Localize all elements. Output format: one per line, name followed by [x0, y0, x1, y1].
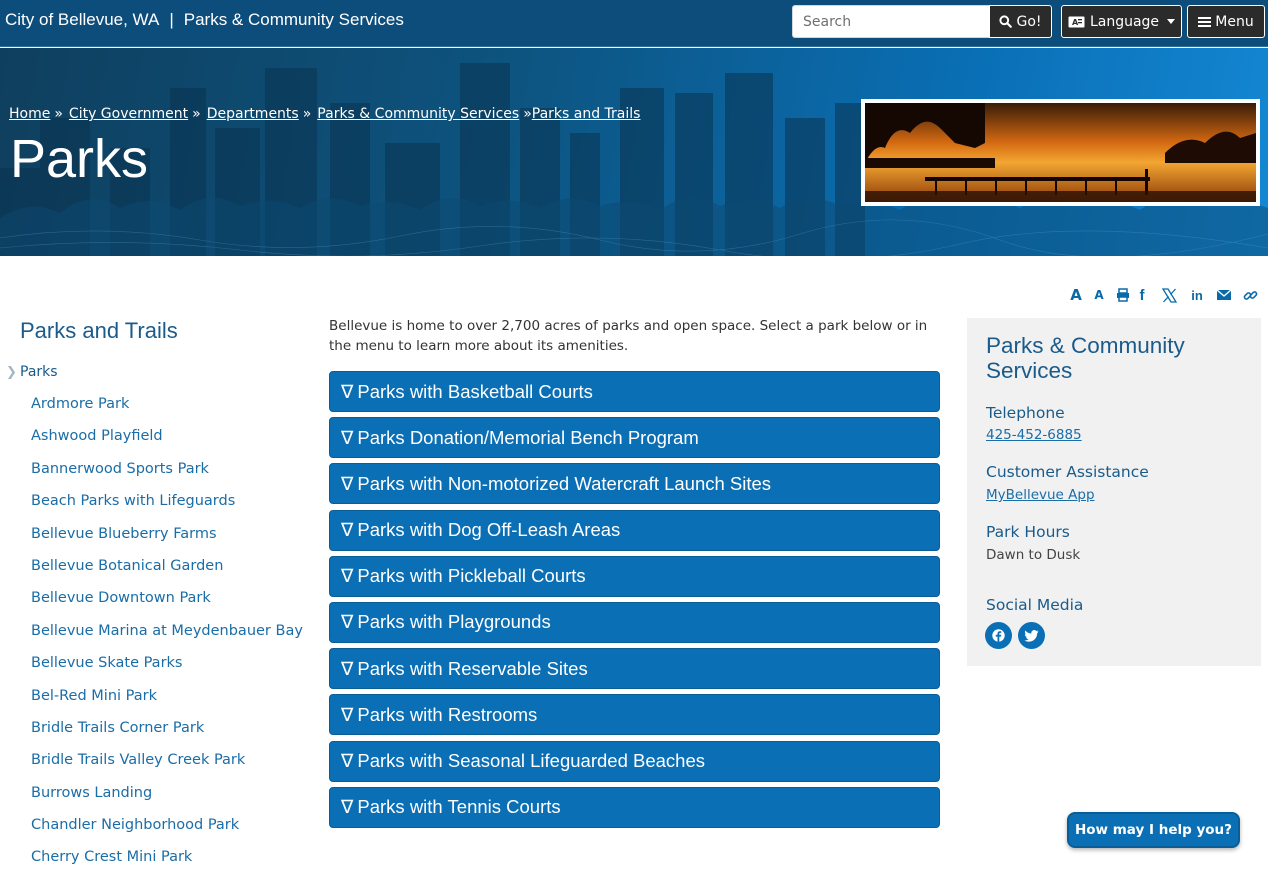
breadcrumb-parks-community-services[interactable]: Parks & Community Services	[317, 106, 520, 122]
linkedin-share-icon[interactable]: in	[1191, 287, 1203, 303]
chevron-down-icon	[1167, 19, 1175, 24]
breadcrumb-departments[interactable]: Departments	[206, 106, 299, 122]
menu-button[interactable]	[1187, 5, 1265, 38]
x-share-icon[interactable]	[1161, 287, 1178, 303]
accordion-label: Parks with Basketball Courts	[357, 380, 593, 402]
top-bar	[0, 0, 1268, 47]
sidebar-item[interactable]: Chandler Neighborhood Park	[31, 817, 240, 834]
language-label: Language	[1089, 13, 1160, 30]
chevron-right-icon: ❯	[6, 365, 17, 380]
facebook-icon[interactable]	[985, 622, 1012, 649]
search-go-button[interactable]	[989, 5, 1052, 38]
accordion-playgrounds[interactable]	[329, 602, 940, 643]
svg-text:A: A	[1071, 17, 1079, 27]
print-icon[interactable]	[1115, 287, 1130, 303]
language-button[interactable]	[1061, 5, 1182, 38]
title-separator: |	[169, 10, 174, 29]
accordion-tennis-courts[interactable]	[329, 787, 940, 828]
sidebar-item[interactable]: Burrows Landing	[31, 784, 153, 801]
accordion-dog-off-leash[interactable]	[329, 510, 940, 551]
accordion-basketball-courts[interactable]	[329, 371, 940, 412]
department-name[interactable]: Parks & Community Services	[183, 10, 404, 29]
site-name[interactable]: City of Bellevue, WA	[5, 10, 160, 29]
sidebar-item[interactable]: Bellevue Marina at Meydenbauer Bay	[31, 622, 303, 639]
mybellevue-app-link[interactable]: MyBellevue App	[986, 487, 1095, 503]
sidebar-item[interactable]: Ashwood Playfield	[31, 428, 163, 445]
customer-assistance-label: Customer Assistance	[986, 463, 1149, 481]
sidebar-item[interactable]: Bellevue Botanical Garden	[31, 557, 224, 574]
sidebar-item[interactable]: Bridle Trails Valley Creek Park	[31, 752, 246, 769]
accordion-memorial-bench[interactable]	[329, 417, 940, 458]
font-increase-icon[interactable]: A	[1070, 286, 1082, 304]
accordion-reservable-sites[interactable]	[329, 648, 940, 689]
accordion-lifeguarded-beaches[interactable]	[329, 741, 940, 782]
sidebar-item[interactable]: Cherry Crest Mini Park	[31, 849, 193, 866]
breadcrumb-parks-and-trails[interactable]: Parks and Trails	[531, 106, 641, 122]
email-share-icon[interactable]	[1216, 287, 1231, 303]
accordion-label: Parks with Pickleball Courts	[357, 565, 586, 587]
triangle-down-icon: ∇	[341, 565, 354, 587]
triangle-down-icon: ∇	[341, 796, 354, 818]
accordion-label: Parks with Reservable Sites	[357, 657, 588, 679]
sidebar-park-list	[31, 396, 303, 882]
sidebar-item[interactable]: Bridle Trails Corner Park	[31, 719, 205, 736]
sidebar-item[interactable]: Bellevue Blueberry Farms	[31, 525, 217, 542]
accordion-label: Parks with Playgrounds	[357, 611, 551, 633]
card-title: Parks & Community Services	[986, 333, 1185, 383]
triangle-down-icon: ∇	[341, 750, 354, 771]
contact-card	[967, 318, 1261, 666]
language-icon	[1068, 16, 1085, 28]
hero-banner	[0, 48, 1268, 256]
breadcrumb-city-government[interactable]: City Government	[68, 106, 189, 122]
sidebar-item[interactable]: Bellevue Downtown Park	[31, 590, 211, 607]
search-icon	[999, 15, 1012, 28]
triangle-down-icon: ∇	[341, 380, 354, 402]
sunset-lake-photo	[861, 99, 1260, 206]
intro-text: Bellevue is home to over 2,700 acres of parks and open space. Select a park below or in the menu to learn more about its amenities.	[329, 318, 928, 354]
accordion-list	[329, 371, 940, 833]
copy-link-icon[interactable]	[1242, 287, 1258, 303]
breadcrumb-arrow: »	[523, 106, 532, 122]
page-title: Parks	[10, 129, 149, 189]
accordion-label: Parks with Tennis Courts	[357, 796, 561, 818]
go-label: Go!	[1016, 13, 1042, 30]
twitter-icon[interactable]	[1018, 622, 1045, 649]
triangle-down-icon: ∇	[341, 657, 354, 679]
park-hours-label: Park Hours	[986, 523, 1070, 541]
park-hours-value: Dawn to Dusk	[986, 547, 1081, 563]
telephone-link[interactable]: 425-452-6885	[986, 427, 1082, 443]
sidebar-heading[interactable]: Parks and Trails	[20, 318, 178, 343]
breadcrumb-arrow: »	[54, 106, 63, 122]
triangle-down-icon: ∇	[341, 703, 354, 725]
accordion-label: Parks with Dog Off-Leash Areas	[357, 519, 621, 541]
breadcrumb-home[interactable]: Home	[9, 106, 51, 122]
facebook-share-icon[interactable]: f	[1139, 286, 1145, 304]
search-input[interactable]	[792, 5, 990, 38]
sidebar-item[interactable]: Bellevue Skate Parks	[31, 655, 183, 672]
chat-help-button[interactable]: How may I help you?	[1067, 812, 1240, 848]
font-decrease-icon[interactable]: A	[1094, 288, 1104, 302]
accordion-restrooms[interactable]	[329, 694, 940, 735]
site-title[interactable]	[5, 10, 404, 30]
accordion-label: Parks Donation/Memorial Bench Program	[357, 426, 699, 448]
accordion-label: Parks with Non-motorized Watercraft Launch Sites	[357, 472, 772, 494]
hamburger-icon	[1198, 16, 1211, 28]
sidebar-item-parks[interactable]: Parks	[20, 364, 58, 380]
menu-label: Menu	[1215, 13, 1254, 30]
telephone-label: Telephone	[986, 404, 1065, 422]
breadcrumb-arrow: »	[192, 106, 201, 122]
social-media-label: Social Media	[986, 596, 1084, 614]
sidebar-item[interactable]: Ardmore Park	[31, 396, 130, 412]
triangle-down-icon: ∇	[341, 426, 354, 448]
accordion-label: Parks with Restrooms	[357, 703, 538, 725]
triangle-down-icon: ∇	[341, 519, 354, 541]
triangle-down-icon: ∇	[341, 472, 354, 494]
breadcrumb-arrow: »	[302, 106, 312, 122]
breadcrumb	[9, 106, 640, 122]
sidebar-item[interactable]: Bel-Red Mini Park	[31, 687, 157, 704]
sidebar-item[interactable]: Bannerwood Sports Park	[31, 460, 209, 477]
accordion-pickleball[interactable]	[329, 556, 940, 597]
triangle-down-icon: ∇	[341, 611, 354, 633]
accordion-watercraft-launch[interactable]	[329, 463, 940, 504]
accordion-label: Parks with Seasonal Lifeguarded Beaches	[357, 750, 705, 771]
sidebar-item[interactable]: Beach Parks with Lifeguards	[31, 493, 236, 510]
